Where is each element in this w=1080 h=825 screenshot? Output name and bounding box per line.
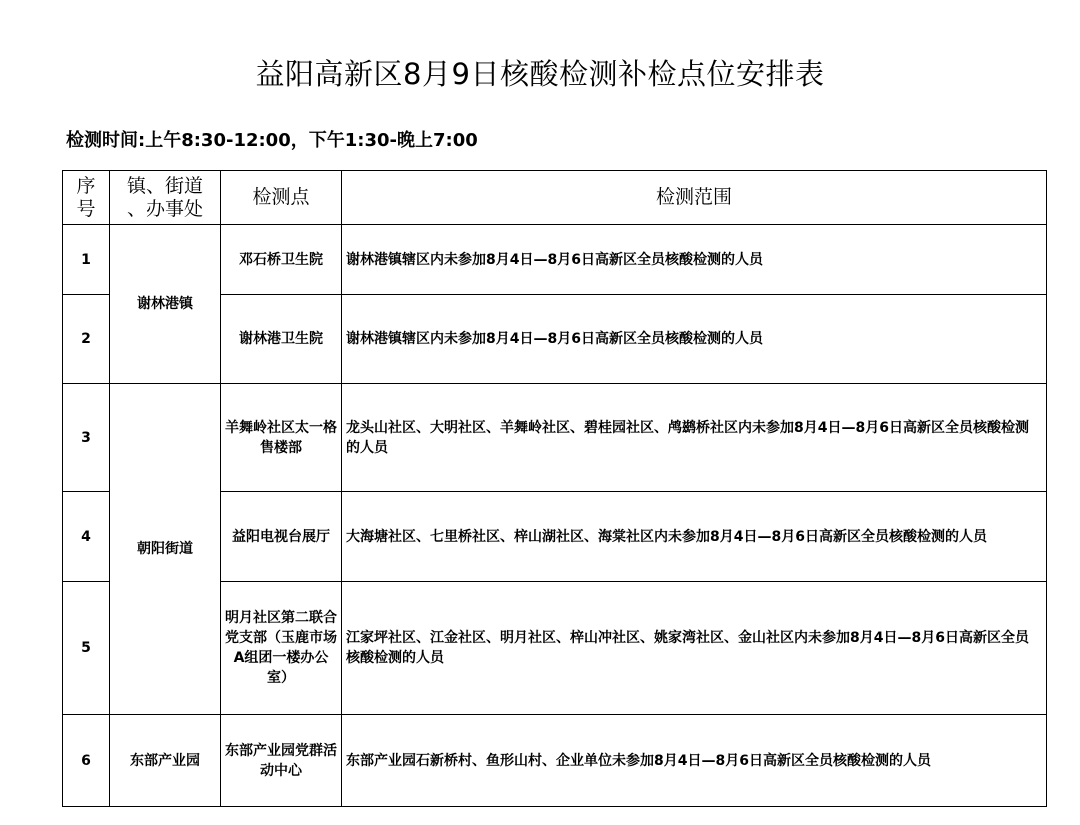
range-cell: 龙头山社区、大明社区、羊舞岭社区、碧桂园社区、鸬鹚桥社区内未参加8月4日—8月6日高新区全员核酸检测的人员 <box>342 384 1047 492</box>
table-row <box>63 384 1047 492</box>
range-cell: 谢林港镇辖区内未参加8月4日—8月6日高新区全员核酸检测的人员 <box>342 225 1047 295</box>
header-town-line2: 、办事处 <box>126 197 203 220</box>
row-num: 3 <box>63 384 110 492</box>
row-num: 5 <box>63 582 110 715</box>
range-cell: 江家坪社区、江金社区、明月社区、梓山冲社区、姚家湾社区、金山社区内未参加8月4日—8月6日高新区全员核酸检测的人员 <box>342 582 1047 715</box>
header-town-line1: 镇、街道 <box>126 174 203 197</box>
site-cell: 益阳电视台展厅 <box>221 492 342 582</box>
table-row <box>63 225 1047 295</box>
row-num: 1 <box>63 225 110 295</box>
schedule-table <box>62 170 1047 807</box>
town-cell: 东部产业园 <box>110 715 221 807</box>
page-title: 益阳高新区8月9日核酸检测补检点位安排表 <box>255 57 825 91</box>
header-town <box>110 171 221 225</box>
header-num-line2: 号 <box>76 197 96 220</box>
header-site: 检测点 <box>221 171 342 225</box>
site-cell: 羊舞岭社区太一格售楼部 <box>221 384 342 492</box>
town-cell: 朝阳街道 <box>110 384 221 715</box>
site-cell: 明月社区第二联合党支部（玉鹿市场A组团一楼办公室） <box>221 582 342 715</box>
testing-time-line: 检测时间:上午8:30-12:00，下午1:30-晚上7:00 <box>66 130 478 151</box>
town-cell: 谢林港镇 <box>110 225 221 384</box>
range-cell: 东部产业园石新桥村、鱼形山村、企业单位未参加8月4日—8月6日高新区全员核酸检测的人员 <box>342 715 1047 807</box>
header-range: 检测范围 <box>342 171 1047 225</box>
site-cell: 邓石桥卫生院 <box>221 225 342 295</box>
table-row <box>63 715 1047 807</box>
row-num: 2 <box>63 295 110 384</box>
row-num: 4 <box>63 492 110 582</box>
header-num <box>63 171 110 225</box>
row-num: 6 <box>63 715 110 807</box>
site-cell: 谢林港卫生院 <box>221 295 342 384</box>
header-num-line1: 序 <box>76 174 96 197</box>
header-row <box>63 171 1047 225</box>
site-cell: 东部产业园党群活动中心 <box>221 715 342 807</box>
range-cell: 谢林港镇辖区内未参加8月4日—8月6日高新区全员核酸检测的人员 <box>342 295 1047 384</box>
range-cell: 大海塘社区、七里桥社区、梓山湖社区、海棠社区内未参加8月4日—8月6日高新区全员核酸检测的人员 <box>342 492 1047 582</box>
